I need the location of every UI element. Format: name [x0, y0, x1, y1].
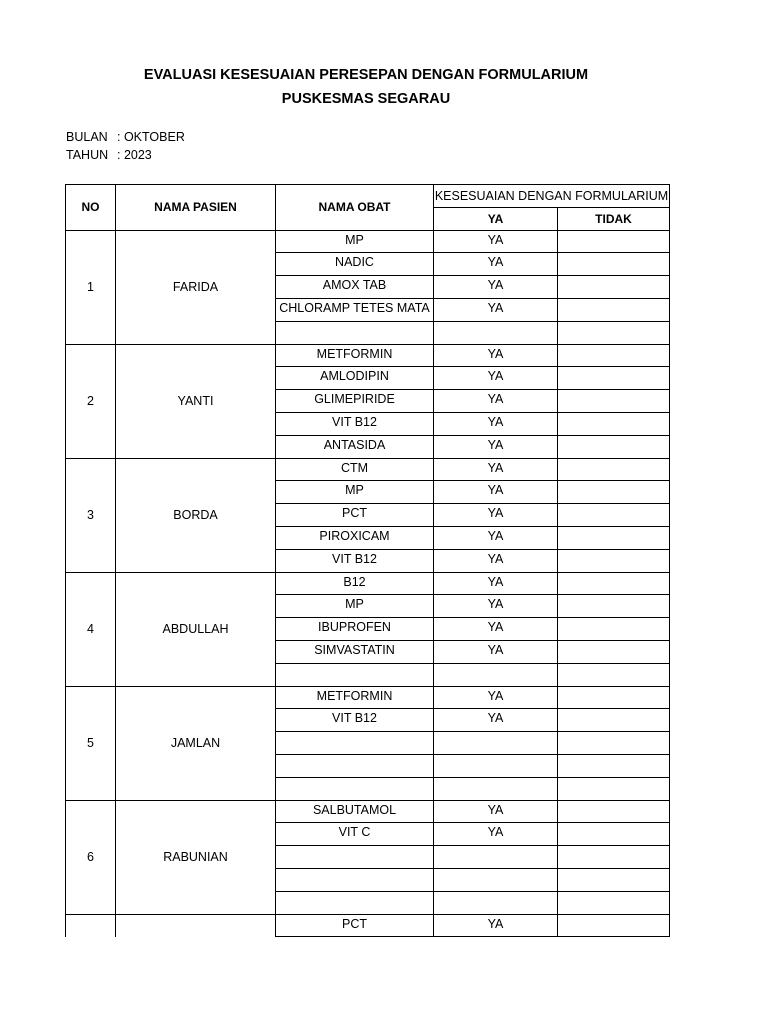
- ya-cell: YA: [434, 618, 558, 641]
- ya-cell: YA: [434, 823, 558, 846]
- meta-bulan: [66, 130, 185, 144]
- drug-name: METFORMIN: [276, 344, 434, 367]
- patient-no: 3: [66, 458, 116, 572]
- patient-no: 6: [66, 800, 116, 914]
- ya-cell: YA: [434, 390, 558, 413]
- ya-cell: [434, 846, 558, 869]
- header-ya: YA: [434, 207, 558, 230]
- tidak-cell: [558, 367, 670, 390]
- drug-name: PCT: [276, 914, 434, 937]
- drug-name: CHLORAMP TETES MATA: [276, 298, 434, 321]
- tidak-cell: [558, 481, 670, 504]
- ya-cell: YA: [434, 709, 558, 732]
- header-nama-obat: NAMA OBAT: [276, 185, 434, 231]
- drug-name: [276, 846, 434, 869]
- ya-cell: YA: [434, 549, 558, 572]
- table-row: [66, 686, 670, 709]
- tidak-cell: [558, 276, 670, 299]
- ya-cell: YA: [434, 344, 558, 367]
- patient-no: [66, 914, 116, 937]
- ya-cell: YA: [434, 253, 558, 276]
- ya-cell: YA: [434, 914, 558, 937]
- ya-cell: YA: [434, 572, 558, 595]
- ya-cell: [434, 321, 558, 344]
- tidak-cell: [558, 846, 670, 869]
- ya-cell: YA: [434, 435, 558, 458]
- tidak-cell: [558, 572, 670, 595]
- bulan-label: BULAN: [66, 130, 108, 144]
- patient-name: JAMLAN: [116, 686, 276, 800]
- ya-cell: YA: [434, 800, 558, 823]
- drug-name: MP: [276, 230, 434, 253]
- patient-name: FARIDA: [116, 230, 276, 344]
- tidak-cell: [558, 458, 670, 481]
- tidak-cell: [558, 914, 670, 937]
- ya-cell: YA: [434, 298, 558, 321]
- header-kesesuaian: KESESUAIAN DENGAN FORMULARIUM: [434, 185, 670, 208]
- tidak-cell: [558, 686, 670, 709]
- drug-name: [276, 891, 434, 914]
- patient-name: BORDA: [116, 458, 276, 572]
- document-title: EVALUASI KESESUAIAN PERESEPAN DENGAN FORMULARIUM: [143, 67, 589, 83]
- patient-no: 4: [66, 572, 116, 686]
- patient-name: RABUNIAN: [116, 800, 276, 914]
- drug-name: AMLODIPIN: [276, 367, 434, 390]
- drug-name: CTM: [276, 458, 434, 481]
- tahun-label: TAHUN: [66, 148, 109, 162]
- ya-cell: YA: [434, 526, 558, 549]
- header-nama-pasien: NAMA PASIEN: [116, 185, 276, 231]
- patient-no: 1: [66, 230, 116, 344]
- drug-name: B12: [276, 572, 434, 595]
- table-row: [66, 230, 670, 253]
- tidak-cell: [558, 868, 670, 891]
- ya-cell: YA: [434, 230, 558, 253]
- ya-cell: YA: [434, 412, 558, 435]
- drug-name: PCT: [276, 504, 434, 527]
- header-tidak: TIDAK: [558, 207, 670, 230]
- header-no: NO: [66, 185, 116, 231]
- tidak-cell: [558, 709, 670, 732]
- patient-name: YANTI: [116, 344, 276, 458]
- tidak-cell: [558, 504, 670, 527]
- tidak-cell: [558, 344, 670, 367]
- tidak-cell: [558, 230, 670, 253]
- meta-tahun: [66, 148, 152, 162]
- drug-name: AMOX TAB: [276, 276, 434, 299]
- table-row: [66, 800, 670, 823]
- evaluation-table: [65, 184, 670, 937]
- ya-cell: YA: [434, 595, 558, 618]
- table-row: [66, 572, 670, 595]
- drug-name: [276, 321, 434, 344]
- ya-cell: [434, 868, 558, 891]
- drug-name: ANTASIDA: [276, 435, 434, 458]
- tidak-cell: [558, 754, 670, 777]
- ya-cell: [434, 732, 558, 755]
- tidak-cell: [558, 618, 670, 641]
- ya-cell: YA: [434, 686, 558, 709]
- tidak-cell: [558, 298, 670, 321]
- tidak-cell: [558, 435, 670, 458]
- drug-name: [276, 868, 434, 891]
- drug-name: VIT B12: [276, 549, 434, 572]
- drug-name: VIT B12: [276, 709, 434, 732]
- ya-cell: [434, 663, 558, 686]
- drug-name: VIT C: [276, 823, 434, 846]
- tidak-cell: [558, 732, 670, 755]
- table-row: [66, 914, 670, 937]
- ya-cell: YA: [434, 504, 558, 527]
- ya-cell: YA: [434, 276, 558, 299]
- tidak-cell: [558, 823, 670, 846]
- patient-name: ABDULLAH: [116, 572, 276, 686]
- tidak-cell: [558, 390, 670, 413]
- drug-name: NADIC: [276, 253, 434, 276]
- ya-cell: YA: [434, 458, 558, 481]
- tidak-cell: [558, 549, 670, 572]
- ya-cell: [434, 777, 558, 800]
- ya-cell: YA: [434, 367, 558, 390]
- tidak-cell: [558, 595, 670, 618]
- tidak-cell: [558, 777, 670, 800]
- tahun-value: : 2023: [117, 148, 152, 162]
- tidak-cell: [558, 663, 670, 686]
- drug-name: [276, 777, 434, 800]
- ya-cell: [434, 754, 558, 777]
- table-row: [66, 458, 670, 481]
- tidak-cell: [558, 891, 670, 914]
- document-subtitle: PUSKESMAS SEGARAU: [281, 91, 451, 107]
- tidak-cell: [558, 526, 670, 549]
- drug-name: PIROXICAM: [276, 526, 434, 549]
- drug-name: [276, 732, 434, 755]
- table-row: [66, 344, 670, 367]
- tidak-cell: [558, 800, 670, 823]
- tidak-cell: [558, 253, 670, 276]
- drug-name: MP: [276, 481, 434, 504]
- ya-cell: YA: [434, 481, 558, 504]
- drug-name: SALBUTAMOL: [276, 800, 434, 823]
- tidak-cell: [558, 640, 670, 663]
- drug-name: VIT B12: [276, 412, 434, 435]
- drug-name: MP: [276, 595, 434, 618]
- tidak-cell: [558, 412, 670, 435]
- tidak-cell: [558, 321, 670, 344]
- patient-no: 5: [66, 686, 116, 800]
- drug-name: GLIMEPIRIDE: [276, 390, 434, 413]
- drug-name: METFORMIN: [276, 686, 434, 709]
- bulan-value: : OKTOBER: [117, 130, 185, 144]
- patient-no: 2: [66, 344, 116, 458]
- drug-name: [276, 663, 434, 686]
- table-body: [66, 230, 670, 937]
- patient-name: [116, 914, 276, 937]
- drug-name: IBUPROFEN: [276, 618, 434, 641]
- ya-cell: [434, 891, 558, 914]
- drug-name: SIMVASTATIN: [276, 640, 434, 663]
- drug-name: [276, 754, 434, 777]
- ya-cell: YA: [434, 640, 558, 663]
